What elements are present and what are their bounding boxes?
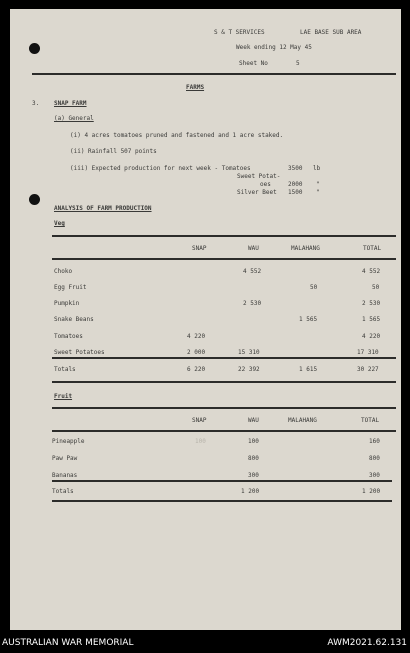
veg-cell: 50 bbox=[372, 284, 380, 291]
fruit-title: Fruit bbox=[54, 393, 73, 400]
col-header-wau: WAU bbox=[248, 417, 259, 424]
expected-label: oes bbox=[260, 181, 271, 188]
analysis-title: ANALYSIS OF FARM PRODUCTION bbox=[54, 205, 152, 212]
table-rule bbox=[52, 430, 396, 432]
fruit-row-label: Paw Paw bbox=[52, 455, 78, 462]
veg-cell: 2 530 bbox=[243, 300, 262, 307]
fruit-cell: 800 bbox=[369, 455, 380, 462]
general-item: (ii) Rainfall 507 points bbox=[70, 148, 157, 155]
fruit-row-label: Pineapple bbox=[52, 438, 85, 445]
veg-total: 6 220 bbox=[187, 366, 206, 373]
veg-total: 30 227 bbox=[357, 366, 379, 373]
fruit-totals-label: Totals bbox=[52, 488, 74, 495]
veg-row-label: Choko bbox=[54, 268, 73, 275]
veg-cell: 4 220 bbox=[362, 333, 381, 340]
footer-id: AWM2021.62.131 bbox=[327, 638, 407, 648]
expected-value: 3500 bbox=[288, 165, 303, 172]
fruit-cell: 800 bbox=[248, 455, 259, 462]
fruit-cell: 300 bbox=[369, 472, 380, 479]
col-header-malahang: MALAHANG bbox=[291, 245, 320, 252]
veg-cell: 2 000 bbox=[187, 349, 206, 356]
veg-cell: 1 565 bbox=[362, 316, 381, 323]
col-header-snap: SNAP bbox=[192, 245, 207, 252]
expected-label: Silver Beet bbox=[237, 189, 277, 196]
fruit-cell: 160 bbox=[369, 438, 380, 445]
header-unit: S & T SERVICES bbox=[214, 29, 265, 36]
general-item: (iii) Expected production for next week - Tomatoes bbox=[70, 165, 251, 172]
veg-row-label: Egg Fruit bbox=[54, 284, 87, 291]
veg-cell: 50 bbox=[310, 284, 318, 291]
col-header-total: TOTAL bbox=[361, 417, 380, 424]
section-title: SNAP FARM bbox=[54, 100, 87, 107]
general-item: (i) 4 acres tomatoes pruned and fastened and 1 acre staked. bbox=[70, 132, 284, 139]
page-heading: FARMS bbox=[186, 84, 205, 91]
veg-totals-label: Totals bbox=[54, 366, 76, 373]
veg-cell: 4 220 bbox=[187, 333, 206, 340]
veg-row-label: Sweet Potatoes bbox=[54, 349, 105, 356]
expected-label: Sweet Potat- bbox=[237, 173, 281, 180]
col-header-wau: WAU bbox=[248, 245, 259, 252]
week-ending: Week ending 12 May 45 bbox=[236, 44, 312, 51]
table-rule bbox=[52, 381, 396, 383]
veg-cell: 2 530 bbox=[362, 300, 381, 307]
veg-row-label: Snake Beans bbox=[54, 316, 94, 323]
expected-unit: lb bbox=[313, 165, 321, 172]
col-header-total: TOTAL bbox=[363, 245, 382, 252]
section-number: 3. bbox=[32, 100, 40, 107]
fruit-cell: 300 bbox=[248, 472, 259, 479]
col-header-malahang: MALAHANG bbox=[288, 417, 317, 424]
veg-cell: 1 565 bbox=[299, 316, 318, 323]
veg-title: Veg bbox=[54, 220, 65, 227]
punch-hole bbox=[29, 43, 40, 54]
header-area: LAE BASE SUB AREA bbox=[300, 29, 362, 36]
veg-cell: 15 310 bbox=[238, 349, 260, 356]
table-rule bbox=[52, 258, 396, 260]
veg-total: 1 615 bbox=[299, 366, 318, 373]
expected-unit: " bbox=[316, 181, 320, 188]
table-rule bbox=[52, 480, 392, 482]
sheet-number: 5 bbox=[296, 60, 300, 67]
veg-row-label: Pumpkin bbox=[54, 300, 80, 307]
table-rule bbox=[52, 357, 396, 359]
veg-cell: 4 552 bbox=[362, 268, 381, 275]
sheet-label: Sheet No bbox=[239, 60, 268, 67]
footer-source: AUSTRALIAN WAR MEMORIAL bbox=[2, 638, 134, 648]
fruit-cell: 100 bbox=[195, 438, 206, 445]
table-rule bbox=[52, 235, 396, 237]
fruit-total: 1 200 bbox=[241, 488, 260, 495]
veg-total: 22 392 bbox=[238, 366, 260, 373]
fruit-row-label: Bananas bbox=[52, 472, 78, 479]
veg-cell: 4 552 bbox=[243, 268, 262, 275]
fruit-total: 1 200 bbox=[362, 488, 381, 495]
table-rule bbox=[52, 500, 392, 502]
header-rule bbox=[32, 73, 396, 75]
subsection-title: (a) General bbox=[54, 115, 94, 122]
expected-unit: " bbox=[316, 189, 320, 196]
fruit-cell: 100 bbox=[248, 438, 259, 445]
table-rule bbox=[52, 407, 396, 409]
expected-value: 1500 bbox=[288, 189, 303, 196]
veg-cell: 17 310 bbox=[357, 349, 379, 356]
expected-value: 2000 bbox=[288, 181, 303, 188]
veg-row-label: Tomatoes bbox=[54, 333, 83, 340]
punch-hole bbox=[29, 194, 40, 205]
col-header-snap: SNAP bbox=[192, 417, 207, 424]
